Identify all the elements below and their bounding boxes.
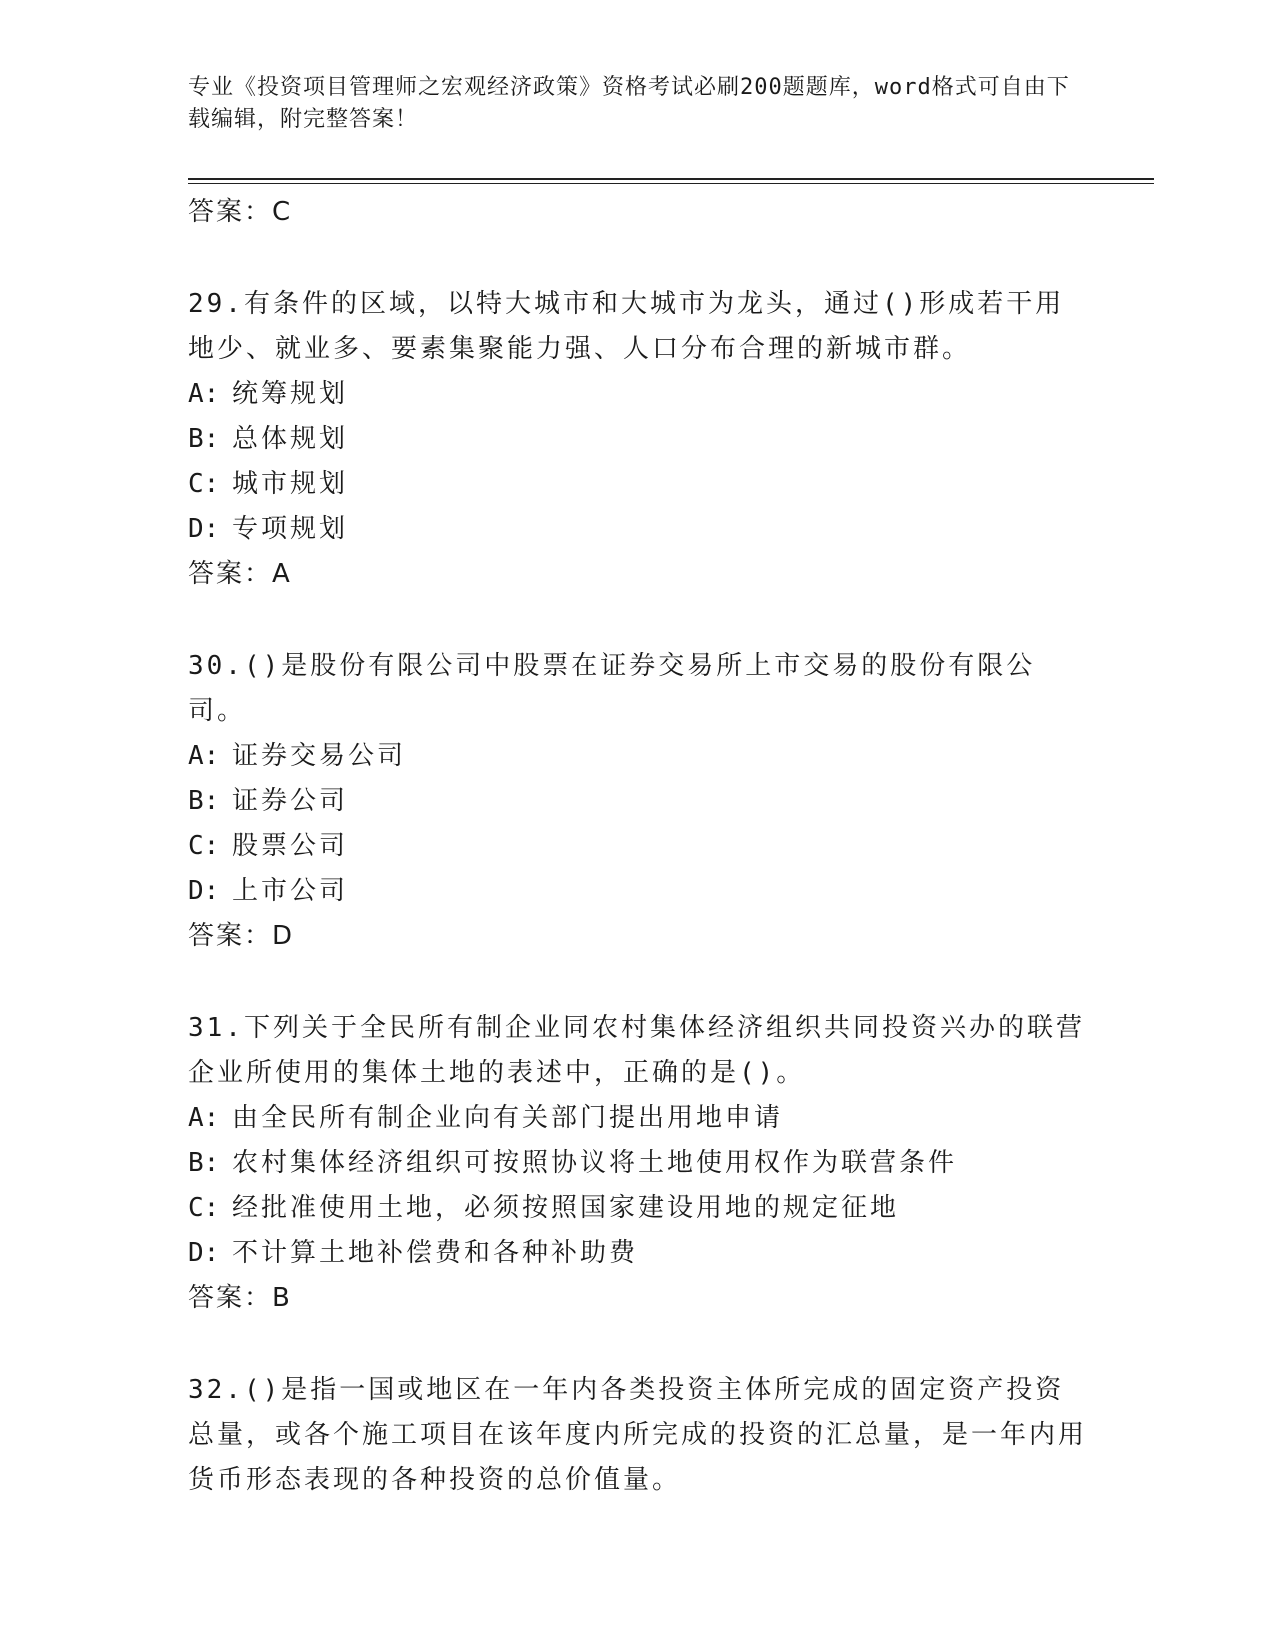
question-spacer	[188, 596, 1088, 644]
answer-line	[188, 190, 1088, 234]
option-row	[188, 1096, 1088, 1141]
header-rule-thin	[188, 183, 1154, 184]
option-key: D:	[188, 1238, 220, 1268]
option-text: 专项规划	[232, 514, 349, 544]
option-key: D:	[188, 514, 220, 544]
answer-value: B	[272, 1283, 292, 1313]
answer-label: 答案：	[188, 1283, 273, 1313]
question-block	[188, 282, 1088, 596]
answer-label: 答案：	[188, 197, 273, 227]
option-key: B:	[188, 786, 220, 816]
option-text: 证券交易公司	[232, 741, 407, 771]
question-spacer	[188, 1320, 1088, 1368]
answer-value: D	[272, 921, 295, 951]
question-spacer	[188, 958, 1088, 1006]
question-stem: 29.有条件的区域，以特大城市和大城市为龙头，通过()形成若干用地少、就业多、要素集聚能力强、人口分布合理的新城市群。	[188, 289, 1065, 364]
answer-label: 答案：	[188, 921, 273, 951]
option-key: D:	[188, 876, 220, 906]
question-block	[188, 1006, 1088, 1320]
option-key: A:	[188, 379, 220, 409]
question-stem: 30.()是股份有限公司中股票在证券交易所上市交易的股份有限公司。	[188, 651, 1036, 726]
header-rule	[188, 178, 1154, 180]
document-header: 专业《投资项目管理师之宏观经济政策》资格考试必刷200题题库，word格式可自由下载编辑，附完整答案！	[188, 75, 1070, 132]
option-text: 由全民所有制企业向有关部门提出用地申请	[232, 1103, 784, 1133]
answer-value: A	[272, 559, 292, 589]
option-key: B:	[188, 424, 220, 454]
option-text: 不计算土地补偿费和各种补助费	[232, 1238, 639, 1268]
answer-line	[188, 1276, 1088, 1320]
question-list	[188, 190, 1088, 1503]
option-key: C:	[188, 831, 220, 861]
option-row	[188, 779, 1088, 824]
question-spacer	[188, 234, 1088, 282]
option-row	[188, 1231, 1088, 1276]
option-text: 股票公司	[232, 831, 349, 861]
option-key: A:	[188, 1103, 220, 1133]
option-text: 城市规划	[232, 469, 349, 499]
option-text: 统筹规划	[232, 379, 349, 409]
option-row	[188, 1141, 1088, 1186]
option-text: 上市公司	[232, 876, 349, 906]
option-row	[188, 1186, 1088, 1231]
question-block	[188, 1368, 1088, 1503]
option-key: C:	[188, 1193, 220, 1223]
question-block	[188, 644, 1088, 958]
option-row	[188, 507, 1088, 552]
option-key: B:	[188, 1148, 220, 1178]
option-text: 证券公司	[232, 786, 349, 816]
option-text: 总体规划	[232, 424, 349, 454]
option-text: 经批准使用土地，必须按照国家建设用地的规定征地	[232, 1193, 900, 1223]
option-key: A:	[188, 741, 220, 771]
option-row	[188, 869, 1088, 914]
answer-line	[188, 552, 1088, 596]
answer-value: C	[272, 197, 293, 227]
option-row	[188, 372, 1088, 417]
option-row	[188, 417, 1088, 462]
option-key: C:	[188, 469, 220, 499]
option-row	[188, 734, 1088, 779]
question-stem: 32.()是指一国或地区在一年内各类投资主体所完成的固定资产投资总量，或各个施工项目在该年度内所完成的投资的汇总量，是一年内用货币形态表现的各种投资的总价值量。	[188, 1375, 1088, 1495]
option-row	[188, 824, 1088, 869]
question-stem: 31.下列关于全民所有制企业同农村集体经济组织共同投资兴办的联营企业所使用的集体土地的表述中，正确的是()。	[188, 1013, 1085, 1088]
option-row	[188, 462, 1088, 507]
option-text: 农村集体经济组织可按照协议将土地使用权作为联营条件	[232, 1148, 958, 1178]
answer-line	[188, 914, 1088, 958]
answer-label: 答案：	[188, 559, 273, 589]
